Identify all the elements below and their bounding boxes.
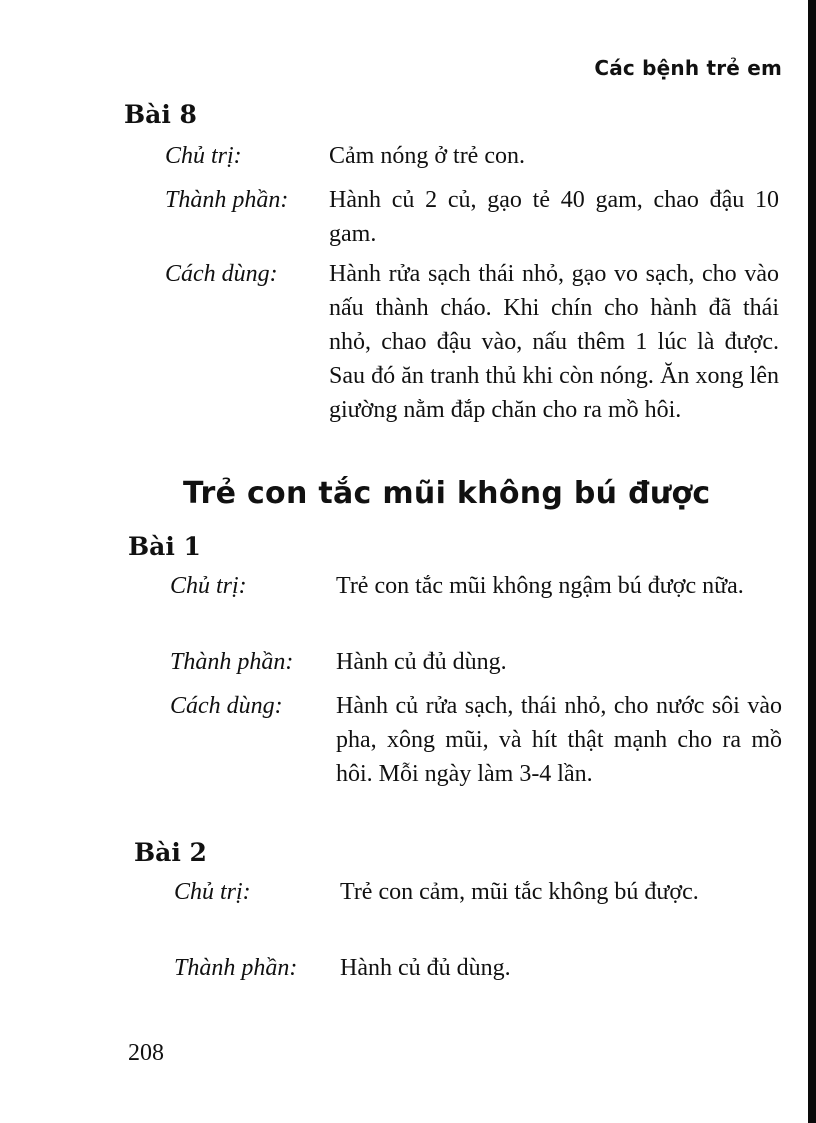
recipe-1-ingredients-label: Thành phần: bbox=[170, 649, 294, 675]
recipe-2-indication-text: Trẻ con cảm, mũi tắc không bú được. bbox=[340, 879, 699, 905]
recipe-2-indication-label: Chủ trị: bbox=[174, 879, 251, 905]
page-edge-shadow bbox=[808, 0, 816, 1123]
recipe-8-usage-text: Hành rửa sạch thái nhỏ, gạo vo sạch, cho vào nấu thành cháo. Khi chín cho hành đã thái nhỏ, chao đậu vào, nấu thêm 1 lúc là được. Sau đó ăn tranh thủ khi còn nóng. Ăn xong lên giường nằm đắp chăn cho ra mồ hôi. bbox=[329, 261, 779, 423]
recipe-1-heading: Bài 1 bbox=[128, 532, 201, 561]
recipe-2-ingredients-text: Hành củ đủ dùng. bbox=[340, 955, 511, 981]
recipe-1-usage-label: Cách dùng: bbox=[170, 693, 283, 719]
recipe-1-usage-text: Hành củ rửa sạch, thái nhỏ, cho nước sôi vào pha, xông mũi, và hít thật mạnh cho ra mồ hôi. Mỗi ngày làm 3-4 lần. bbox=[336, 693, 782, 787]
recipe-8-usage-label: Cách dùng: bbox=[165, 261, 278, 287]
recipe-2-ingredients-label: Thành phần: bbox=[174, 955, 298, 981]
recipe-1-indication-label: Chủ trị: bbox=[170, 573, 247, 599]
recipe-8-indication-text: Cảm nóng ở trẻ con. bbox=[329, 143, 525, 169]
page-number: 208 bbox=[128, 1040, 164, 1066]
recipe-8-ingredients-label: Thành phần: bbox=[165, 187, 289, 213]
running-header: Các bệnh trẻ em bbox=[594, 56, 782, 80]
recipe-1-ingredients-text: Hành củ đủ dùng. bbox=[336, 649, 507, 675]
recipe-8-ingredients-text: Hành củ 2 củ, gạo tẻ 40 gam, chao đậu 10 gam. bbox=[329, 187, 779, 247]
section-title: Trẻ con tắc mũi không bú được bbox=[183, 476, 711, 511]
recipe-2-heading: Bài 2 bbox=[134, 838, 207, 867]
recipe-8-heading: Bài 8 bbox=[124, 100, 197, 129]
recipe-8-indication-label: Chủ trị: bbox=[165, 143, 242, 169]
recipe-1-indication-text: Trẻ con tắc mũi không ngậm bú được nữa. bbox=[336, 573, 744, 599]
